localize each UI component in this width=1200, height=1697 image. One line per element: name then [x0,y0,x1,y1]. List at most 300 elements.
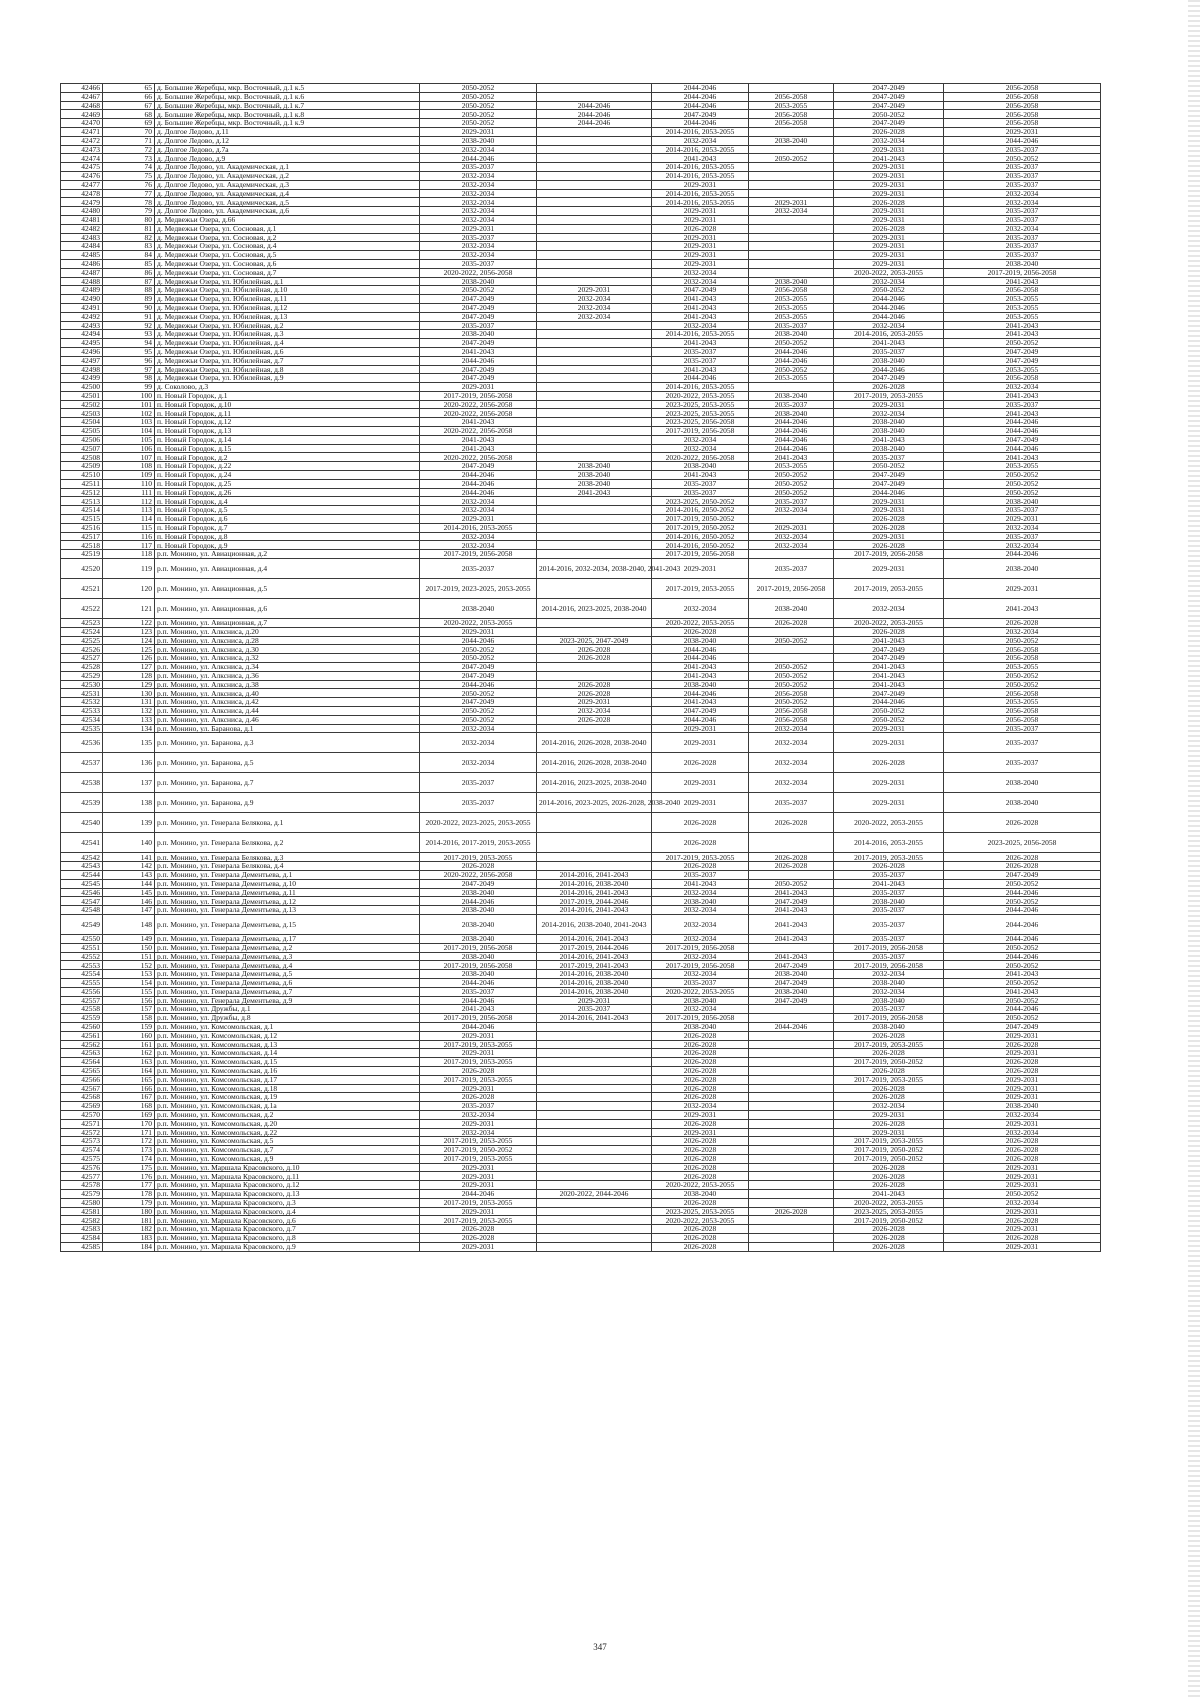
period-cell-2: 2044-2046 [537,101,652,110]
address-cell: д. Долгое Ледово, д.7а [155,145,420,154]
period-cell-2 [537,506,652,515]
period-cell-3: 2041-2043 [652,698,749,707]
ordinal-cell: 118 [103,550,155,559]
period-cell-6: 2035-2037 [944,753,1101,773]
period-cell-6: 2038-2040 [944,497,1101,506]
table-row [61,943,1101,952]
ordinal-cell: 97 [103,365,155,374]
row-id-cell: 42542 [61,853,103,862]
period-cell-2: 2044-2046 [537,119,652,128]
period-cell-2 [537,813,652,833]
ordinal-cell: 158 [103,1014,155,1023]
period-cell-2: 2014-2016, 2023-2025, 2038-2040 [537,599,652,619]
ordinal-cell: 179 [103,1198,155,1207]
period-cell-5: 2029-2031 [834,506,944,515]
period-cell-4: 2056-2058 [749,92,834,101]
period-cell-1: 2050-2052 [420,689,537,698]
period-cell-2 [537,1225,652,1234]
ordinal-cell: 115 [103,523,155,532]
address-cell: р.п. Монино, ул. Генерала Дементьева, д.11 [155,888,420,897]
ordinal-cell: 107 [103,453,155,462]
row-id-cell: 42496 [61,347,103,356]
period-cell-6: 2050-2052 [944,879,1101,888]
period-cell-6: 2029-2031 [944,127,1101,136]
period-cell-6: 2029-2031 [944,1093,1101,1102]
row-id-cell: 42534 [61,715,103,724]
period-cell-4: 2041-2043 [749,934,834,943]
period-cell-3: 2032-2034 [652,952,749,961]
ordinal-cell: 180 [103,1207,155,1216]
period-cell-2: 2032-2034 [537,312,652,321]
period-cell-4: 2017-2019, 2056-2058 [749,579,834,599]
period-cell-2: 2035-2037 [537,1005,652,1014]
period-cell-1: 2050-2052 [420,286,537,295]
period-cell-6: 2041-2043 [944,321,1101,330]
period-cell-5: 2041-2043 [834,680,944,689]
period-cell-4 [749,1216,834,1225]
period-cell-5: 2020-2022, 2053-2055 [834,619,944,628]
ordinal-cell: 136 [103,753,155,773]
row-id-cell: 42540 [61,813,103,833]
period-cell-2 [537,339,652,348]
ordinal-cell: 154 [103,978,155,987]
address-cell: р.п. Монино, ул. Генерала Дементьева, д.4 [155,961,420,970]
period-cell-5: 2026-2028 [834,383,944,392]
period-cell-2 [537,444,652,453]
row-id-cell: 42585 [61,1242,103,1251]
table-row [61,813,1101,833]
period-cell-2 [537,418,652,427]
period-cell-6: 2026-2028 [944,1137,1101,1146]
address-cell: п. Новый Городок, д.5 [155,506,420,515]
period-cell-6: 2026-2028 [944,1154,1101,1163]
row-id-cell: 42543 [61,862,103,871]
table-row [61,952,1101,961]
period-cell-3: 2035-2037 [652,488,749,497]
period-cell-6: 2050-2052 [944,978,1101,987]
period-cell-2: 2014-2016, 2023-2025, 2038-2040 [537,773,652,793]
period-cell-6: 2026-2028 [944,862,1101,871]
ordinal-cell: 138 [103,793,155,813]
address-cell: р.п. Монино, ул. Авиационная, д.2 [155,550,420,559]
period-cell-2 [537,127,652,136]
period-cell-5: 2035-2037 [834,934,944,943]
period-cell-1: 2032-2034 [420,189,537,198]
period-cell-1: 2017-2019, 2056-2058 [420,1014,537,1023]
period-cell-3: 2017-2019, 2056-2058 [652,943,749,952]
ordinal-cell: 96 [103,356,155,365]
period-cell-4: 2035-2037 [749,400,834,409]
period-cell-1: 2041-2043 [420,435,537,444]
period-cell-5: 2017-2019, 2050-2052 [834,1146,944,1155]
period-cell-2 [537,1137,652,1146]
period-cell-3: 2029-2031 [652,180,749,189]
period-cell-5: 2029-2031 [834,793,944,813]
period-cell-3: 2014-2016, 2053-2055 [652,171,749,180]
period-cell-6: 2035-2037 [944,242,1101,251]
period-cell-3: 2041-2043 [652,663,749,672]
period-cell-6: 2029-2031 [944,1242,1101,1251]
ordinal-cell: 142 [103,862,155,871]
period-cell-6: 2053-2055 [944,663,1101,672]
address-cell: р.п. Монино, ул. Комсомольская, д.13 [155,1040,420,1049]
period-cell-3: 2032-2034 [652,934,749,943]
period-cell-4 [749,1172,834,1181]
address-cell: д. Медвежьи Озера, ул. Юбилейная, д.1 [155,277,420,286]
row-id-cell: 42541 [61,833,103,853]
address-cell: п. Новый Городок, д.8 [155,532,420,541]
period-cell-4: 2047-2049 [749,978,834,987]
period-cell-5: 2026-2028 [834,523,944,532]
period-cell-2 [537,1049,652,1058]
period-cell-6: 2026-2028 [944,853,1101,862]
period-cell-2 [537,663,652,672]
row-id-cell: 42499 [61,374,103,383]
scan-edge [1188,0,1200,1697]
period-cell-2 [537,321,652,330]
row-id-cell: 42544 [61,870,103,879]
period-cell-2: 2026-2028 [537,715,652,724]
ordinal-cell: 75 [103,171,155,180]
row-id-cell: 42471 [61,127,103,136]
address-cell: р.п. Монино, ул. Комсомольская, д.19 [155,1093,420,1102]
period-cell-6: 2044-2046 [944,888,1101,897]
ordinal-cell: 139 [103,813,155,833]
row-id-cell: 42474 [61,154,103,163]
period-cell-4 [749,171,834,180]
ordinal-cell: 171 [103,1128,155,1137]
row-id-cell: 42579 [61,1190,103,1199]
period-cell-2 [537,532,652,541]
period-cell-3: 2032-2034 [652,888,749,897]
ordinal-cell: 153 [103,970,155,979]
period-cell-5: 2038-2040 [834,356,944,365]
period-cell-3: 2023-2025, 2053-2055 [652,400,749,409]
row-id-cell: 42492 [61,312,103,321]
period-cell-5: 2050-2052 [834,707,944,716]
ordinal-cell: 129 [103,680,155,689]
period-cell-4: 2053-2055 [749,295,834,304]
period-cell-6: 2029-2031 [944,1207,1101,1216]
period-cell-4 [749,1005,834,1014]
period-cell-5: 2017-2019, 2056-2058 [834,943,944,952]
ordinal-cell: 106 [103,444,155,453]
period-cell-2 [537,724,652,733]
period-cell-1: 2038-2040 [420,952,537,961]
row-id-cell: 42563 [61,1049,103,1058]
period-cell-1: 2017-2019, 2056-2058 [420,550,537,559]
period-cell-3: 2017-2019, 2053-2055 [652,853,749,862]
period-cell-4 [749,1049,834,1058]
period-cell-4 [749,943,834,952]
period-cell-2: 2032-2034 [537,707,652,716]
period-cell-2 [537,1110,652,1119]
period-cell-5: 2035-2037 [834,870,944,879]
table-row [61,374,1101,383]
period-cell-4 [749,1058,834,1067]
period-cell-2 [537,374,652,383]
period-cell-3: 2041-2043 [652,671,749,680]
period-cell-1: 2020-2022, 2056-2058 [420,427,537,436]
row-id-cell: 42494 [61,330,103,339]
ordinal-cell: 103 [103,418,155,427]
period-cell-1: 2017-2019, 2056-2058 [420,391,537,400]
row-id-cell: 42548 [61,906,103,915]
period-cell-4: 2038-2040 [749,970,834,979]
period-cell-1: 2038-2040 [420,277,537,286]
period-cell-1: 2035-2037 [420,773,537,793]
period-cell-2 [537,1128,652,1137]
period-cell-3: 2038-2040 [652,1022,749,1031]
period-cell-2 [537,1075,652,1084]
period-cell-2: 2014-2016, 2026-2028, 2038-2040 [537,733,652,753]
period-cell-4: 2026-2028 [749,1207,834,1216]
period-cell-2 [537,242,652,251]
address-cell: д. Медвежьи Озера, ул. Сосновая, д.1 [155,224,420,233]
period-cell-5: 2044-2046 [834,295,944,304]
period-cell-1: 2032-2034 [420,180,537,189]
address-cell: р.п. Монино, ул. Генерала Дементьева, д.7 [155,987,420,996]
address-cell: д. Большие Жеребцы, мкр. Восточный, д.1 к.5 [155,84,420,93]
period-cell-2 [537,251,652,260]
period-cell-2: 2014-2016, 2041-2043 [537,906,652,915]
period-cell-4: 2047-2049 [749,897,834,906]
row-id-cell: 42480 [61,207,103,216]
ordinal-cell: 184 [103,1242,155,1251]
period-cell-2: 2014-2016, 2041-2043 [537,934,652,943]
period-cell-3: 2017-2019, 2056-2058 [652,427,749,436]
period-cell-3: 2041-2043 [652,303,749,312]
period-cell-1: 2032-2034 [420,251,537,260]
period-cell-6: 2035-2037 [944,207,1101,216]
period-cell-1: 2017-2019, 2023-2025, 2053-2055 [420,579,537,599]
period-cell-4 [749,1163,834,1172]
period-cell-1: 2050-2052 [420,101,537,110]
address-cell: р.п. Монино, ул. Маршала Красовского, д.8 [155,1234,420,1243]
ordinal-cell: 131 [103,698,155,707]
ordinal-cell: 143 [103,870,155,879]
period-cell-1: 2032-2034 [420,532,537,541]
period-cell-6: 2032-2034 [944,198,1101,207]
period-cell-4: 2050-2052 [749,339,834,348]
ordinal-cell: 141 [103,853,155,862]
period-cell-4 [749,259,834,268]
ordinal-cell: 119 [103,559,155,579]
period-cell-2: 2014-2016, 2038-2040 [537,987,652,996]
period-cell-4: 2032-2034 [749,207,834,216]
period-cell-5: 2029-2031 [834,251,944,260]
period-cell-1: 2017-2019, 2050-2052 [420,1146,537,1155]
period-cell-6: 2038-2040 [944,559,1101,579]
address-cell: р.п. Монино, ул. Алксниса, д.30 [155,645,420,654]
period-cell-1: 2032-2034 [420,497,537,506]
period-cell-3: 2026-2028 [652,224,749,233]
table-row [61,180,1101,189]
period-cell-4: 2044-2046 [749,435,834,444]
period-cell-4 [749,84,834,93]
period-cell-1: 2029-2031 [420,1181,537,1190]
period-cell-5: 2029-2031 [834,532,944,541]
period-cell-3: 2032-2034 [652,268,749,277]
period-cell-2 [537,515,652,524]
period-cell-6: 2050-2052 [944,1014,1101,1023]
period-cell-5: 2026-2028 [834,1119,944,1128]
period-cell-1: 2035-2037 [420,559,537,579]
period-cell-2: 2014-2016, 2038-2040 [537,970,652,979]
period-cell-1: 2029-2031 [420,1119,537,1128]
period-cell-1: 2050-2052 [420,645,537,654]
row-id-cell: 42520 [61,559,103,579]
row-id-cell: 42535 [61,724,103,733]
row-id-cell: 42472 [61,136,103,145]
period-cell-4: 2044-2046 [749,427,834,436]
period-cell-1: 2032-2034 [420,1110,537,1119]
period-cell-5: 2026-2028 [834,862,944,871]
period-cell-2 [537,1084,652,1093]
period-cell-5: 2032-2034 [834,409,944,418]
period-cell-5: 2026-2028 [834,1172,944,1181]
period-cell-6: 2056-2058 [944,84,1101,93]
period-cell-4 [749,127,834,136]
period-cell-4: 2056-2058 [749,110,834,119]
address-cell: р.п. Монино, ул. Генерала Дементьева, д.2 [155,943,420,952]
address-cell: р.п. Монино, ул. Дружбы, д.8 [155,1014,420,1023]
period-cell-4 [749,251,834,260]
table-row [61,599,1101,619]
table-row [61,312,1101,321]
row-id-cell: 42574 [61,1146,103,1155]
period-cell-4 [749,1190,834,1199]
period-cell-6: 2026-2028 [944,1066,1101,1075]
period-cell-2: 2017-2019, 2044-2046 [537,943,652,952]
period-cell-6: 2050-2052 [944,996,1101,1005]
row-id-cell: 42557 [61,996,103,1005]
ordinal-cell: 83 [103,242,155,251]
period-cell-6: 2032-2034 [944,627,1101,636]
period-cell-4: 2050-2052 [749,663,834,672]
row-id-cell: 42484 [61,242,103,251]
period-cell-3: 2029-2031 [652,242,749,251]
period-cell-2: 2041-2043 [537,488,652,497]
address-cell: р.п. Монино, ул. Комсомольская, д.12 [155,1031,420,1040]
row-id-cell: 42470 [61,119,103,128]
period-cell-4: 2035-2037 [749,793,834,813]
period-cell-6: 2029-2031 [944,1084,1101,1093]
period-cell-3: 2017-2019, 2056-2058 [652,550,749,559]
period-cell-3: 2038-2040 [652,462,749,471]
ordinal-cell: 168 [103,1102,155,1111]
period-cell-6: 2032-2034 [944,1128,1101,1137]
period-cell-2 [537,391,652,400]
period-cell-5: 2038-2040 [834,996,944,1005]
ordinal-cell: 169 [103,1110,155,1119]
period-cell-5: 2035-2037 [834,906,944,915]
ordinal-cell: 178 [103,1190,155,1199]
row-id-cell: 42528 [61,663,103,672]
address-cell: р.п. Монино, ул. Генерала Белякова, д.3 [155,853,420,862]
period-cell-2: 2014-2016, 2041-2043 [537,1014,652,1023]
period-cell-1: 2041-2043 [420,1005,537,1014]
period-cell-5: 2032-2034 [834,987,944,996]
row-id-cell: 42512 [61,488,103,497]
period-cell-4: 2050-2052 [749,671,834,680]
table-row [61,1031,1101,1040]
table-row [61,663,1101,672]
ordinal-cell: 91 [103,312,155,321]
period-cell-2: 2023-2025, 2047-2049 [537,636,652,645]
period-cell-3: 2026-2028 [652,1031,749,1040]
period-cell-5: 2029-2031 [834,400,944,409]
address-cell: п. Новый Городок, д.9 [155,541,420,550]
row-id-cell: 42536 [61,733,103,753]
period-cell-5: 2041-2043 [834,1190,944,1199]
period-cell-3: 2029-2031 [652,215,749,224]
period-cell-1: 2032-2034 [420,198,537,207]
period-cell-2: 2032-2034 [537,295,652,304]
period-cell-2 [537,154,652,163]
period-cell-1: 2032-2034 [420,171,537,180]
address-cell: р.п. Монино, ул. Алксниса, д.36 [155,671,420,680]
period-cell-4 [749,1181,834,1190]
period-cell-3: 2017-2019, 2053-2055 [652,579,749,599]
period-cell-3: 2026-2028 [652,862,749,871]
ordinal-cell: 147 [103,906,155,915]
period-cell-4 [749,163,834,172]
period-cell-2 [537,671,652,680]
period-cell-2 [537,619,652,628]
period-cell-1: 2044-2046 [420,154,537,163]
row-id-cell: 42521 [61,579,103,599]
row-id-cell: 42576 [61,1163,103,1172]
period-cell-6: 2035-2037 [944,251,1101,260]
period-cell-4: 2038-2040 [749,987,834,996]
address-cell: р.п. Монино, ул. Комсомольская, д.14 [155,1049,420,1058]
address-cell: д. Долгое Ледово, ул. Академическая, д.4 [155,189,420,198]
period-cell-4: 2050-2052 [749,488,834,497]
row-id-cell: 42519 [61,550,103,559]
row-id-cell: 42487 [61,268,103,277]
period-cell-4: 2050-2052 [749,365,834,374]
period-cell-5: 2026-2028 [834,1181,944,1190]
period-cell-5: 2038-2040 [834,1022,944,1031]
ordinal-cell: 170 [103,1119,155,1128]
period-cell-1: 2044-2046 [420,978,537,987]
address-cell: р.п. Монино, ул. Маршала Красовского, д.3 [155,1198,420,1207]
address-cell: р.п. Монино, ул. Алксниса, д.32 [155,654,420,663]
period-cell-2 [537,171,652,180]
period-cell-2: 2038-2040 [537,471,652,480]
table-row [61,1207,1101,1216]
period-cell-6: 2032-2034 [944,541,1101,550]
table-row [61,753,1101,773]
period-cell-5: 2029-2031 [834,180,944,189]
period-cell-6: 2050-2052 [944,1190,1101,1199]
period-cell-3: 2032-2034 [652,277,749,286]
ordinal-cell: 93 [103,330,155,339]
table-row [61,636,1101,645]
period-cell-4: 2026-2028 [749,853,834,862]
table-row [61,479,1101,488]
address-cell: р.п. Монино, ул. Баранова, д.7 [155,773,420,793]
address-cell: р.п. Монино, ул. Маршала Красовского, д.13 [155,1190,420,1199]
period-cell-5: 2044-2046 [834,488,944,497]
address-cell: п. Новый Городок, д.24 [155,471,420,480]
address-cell: р.п. Монино, ул. Комсомольская, д.20 [155,1119,420,1128]
period-cell-1: 2047-2049 [420,671,537,680]
table-row [61,833,1101,853]
period-cell-3: 2035-2037 [652,978,749,987]
address-cell: д. Медвежьи Озера, д.66 [155,215,420,224]
